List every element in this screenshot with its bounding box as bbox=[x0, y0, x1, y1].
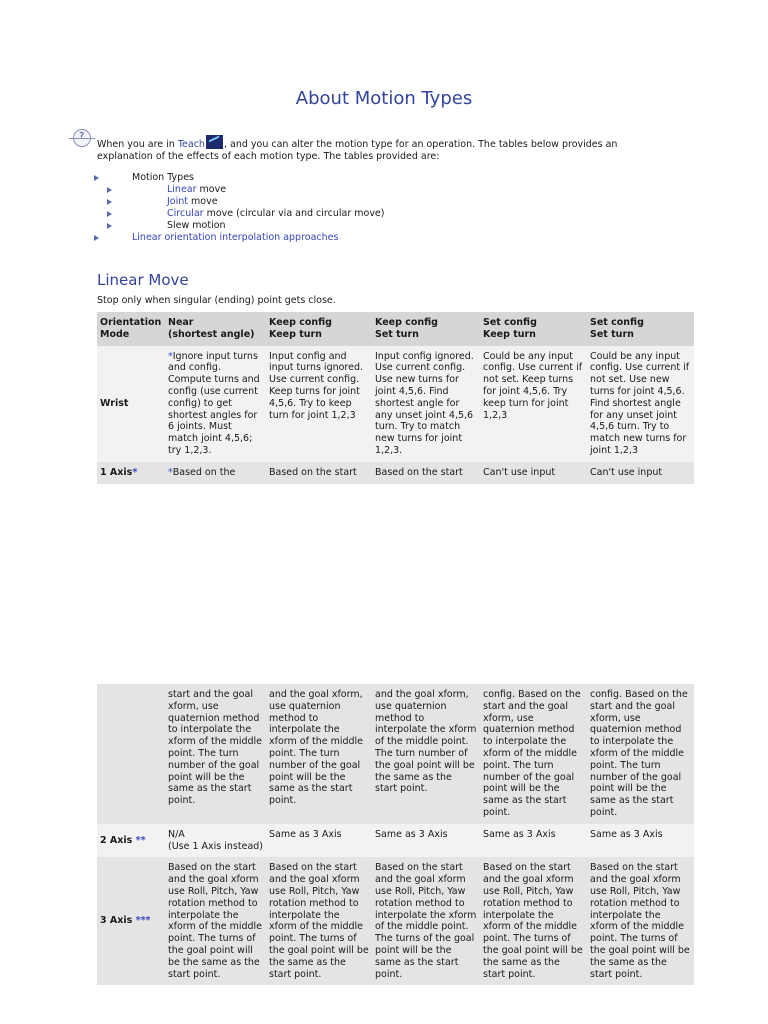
table-cell: Same as 3 Axis bbox=[483, 828, 556, 840]
table-cell: Same as 3 Axis bbox=[375, 828, 448, 840]
page-title: About Motion Types bbox=[295, 88, 473, 109]
toc-circular-rest: move (circular via and circular move) bbox=[203, 208, 385, 219]
intro-text-1: When you are in bbox=[97, 139, 178, 150]
header-cell: Keep config Set turn bbox=[375, 317, 438, 340]
bullet-icon bbox=[107, 211, 112, 217]
table-cell: Could be any input config. Use current if not set. Keep turns for joint 4,5,6. Try keep turn for joint 1,2,3 bbox=[483, 350, 583, 421]
header-cell: Set config Set turn bbox=[590, 317, 644, 340]
toc-item-motion-types bbox=[97, 172, 697, 184]
tip-icon bbox=[73, 129, 91, 147]
toc-link-linear-orientation[interactable]: Linear orientation interpolation approaches bbox=[132, 232, 339, 243]
table-cell: Can't use input bbox=[590, 466, 663, 478]
table-row-2-axis bbox=[97, 824, 694, 858]
table-row-1-axis bbox=[97, 462, 694, 484]
table-cell: config. Based on the start and the goal xform, use quaternion method to interpolate the xform of the middle point. The turn number of the goal point will be the same as the start point. bbox=[590, 689, 688, 818]
table-cell: start and the goal xform, use quaternion method to interpolate the xform of the middle point. The turn number of the goal point will be the same as the start point. bbox=[168, 689, 263, 807]
table-cell: Based on the start bbox=[375, 466, 463, 478]
footnote-link[interactable]: * bbox=[168, 466, 173, 478]
footnote-link[interactable]: * bbox=[132, 466, 138, 478]
bullet-icon bbox=[107, 223, 112, 229]
footnote-link[interactable]: *** bbox=[135, 915, 151, 927]
table-cell: and the goal xform, use quaternion method to interpolate the xform of the middle point. The turn number of the goal point will be the same as the start point. bbox=[269, 689, 364, 807]
toc-link-circular[interactable]: Circular bbox=[167, 208, 204, 219]
footnote-link[interactable]: * bbox=[168, 350, 173, 362]
header-cell: Keep config Keep turn bbox=[269, 317, 332, 340]
table-cell: Based on the start and the goal xform use Roll, Pitch, Yaw rotation method to interpolate the xform of the middle point. The turns of the goal point will be the same as the start point. bbox=[269, 862, 369, 980]
row-label-1-axis: 1 Axis* bbox=[100, 466, 138, 478]
toc-joint-rest: move bbox=[188, 196, 218, 207]
table-cell: Could be any input config. Use current if not set. Use new turns for joint 4,5,6. Find shortest angle for any unset joint 4,5,6 turn. Try to match new turns for joint 1,2,3 bbox=[590, 350, 690, 456]
table-cell: Can't use input bbox=[483, 466, 556, 478]
section-title: Linear Move bbox=[97, 271, 189, 289]
table-row-wrist bbox=[97, 346, 694, 462]
table-row-1-axis-cont bbox=[97, 684, 694, 824]
row-label-wrist: Wrist bbox=[100, 397, 129, 409]
toc-item-circular[interactable] bbox=[97, 208, 697, 220]
header-cell: Near (shortest angle) bbox=[168, 317, 255, 340]
teach-icon bbox=[206, 135, 223, 149]
toc-list bbox=[97, 172, 697, 244]
table-cell: Based on the start and the goal xform use Roll, Pitch, Yaw rotation method to interpolate the xform of the middle point. The turns of the goal point will be the same as the start point. bbox=[590, 862, 690, 980]
table-cell: Based on the start bbox=[269, 466, 357, 478]
section-subtitle: Stop only when singular (ending) point gets close. bbox=[97, 295, 336, 306]
row-label-3-axis: 3 Axis *** bbox=[100, 915, 151, 927]
toc-item-linear-orientation[interactable] bbox=[97, 232, 697, 244]
toc-link-joint[interactable]: Joint bbox=[167, 196, 188, 207]
bullet-icon bbox=[94, 235, 99, 241]
intro-teach-label: Teach bbox=[177, 139, 205, 150]
toc-linear-rest: move bbox=[196, 184, 227, 195]
toc-link-linear[interactable]: Linear bbox=[167, 184, 197, 195]
toc-item-slew bbox=[97, 220, 697, 232]
table-cell: Based on the start and the goal xform use Roll, Pitch, Yaw rotation method to interpolate the xform of the middle point. The turns of the goal point will be the same as the start point. bbox=[168, 862, 263, 980]
table-cell: Based on the start and the goal xform use Roll, Pitch, Yaw rotation method to interpolate the xform of the middle point. The turns of the goal point will be the same as the start point. bbox=[375, 862, 477, 980]
header-cell: Set config Keep turn bbox=[483, 317, 537, 340]
table-cell: Based on the start and the goal xform use Roll, Pitch, Yaw rotation method to interpolate the xform of the middle point. The turns of the goal point will be the same as the start point. bbox=[483, 862, 583, 980]
table-header-row bbox=[97, 312, 694, 346]
table-cell: config. Based on the start and the goal xform, use quaternion method to interpolate the xform of the middle point. The turn number of the goal point will be the same as the start point. bbox=[483, 689, 581, 818]
row-label-2-axis: 2 Axis ** bbox=[100, 834, 146, 846]
toc-item-joint[interactable] bbox=[97, 196, 697, 208]
intro-paragraph bbox=[97, 135, 657, 163]
bullet-icon bbox=[107, 187, 112, 193]
table-row-3-axis bbox=[97, 857, 694, 985]
table-cell: Same as 3 Axis bbox=[590, 828, 663, 840]
toc-motion-types: Motion Types bbox=[132, 172, 194, 183]
motion-table-top bbox=[97, 312, 694, 484]
toc-item-linear[interactable] bbox=[97, 184, 697, 196]
table-cell: Input config ignored. Use current config. Use new turns for joint 4,5,6. Find shortest angle for any unset joint 4,5,6 turn. Try to match new turns for joint 1,2,3. bbox=[375, 350, 474, 456]
footnote-link[interactable]: ** bbox=[135, 834, 146, 846]
table-cell bbox=[97, 684, 165, 824]
table-cell: *Based on the bbox=[168, 466, 236, 478]
motion-table-continued bbox=[97, 684, 694, 985]
header-cell: Orientation Mode bbox=[100, 317, 162, 340]
bullet-icon bbox=[107, 199, 112, 205]
toc-slew: Slew motion bbox=[167, 220, 226, 231]
table-cell: Same as 3 Axis bbox=[269, 828, 342, 840]
intro-text-2: , and you can alter the motion type for an operation. The tables below provides an explanation of the effects of each motion type. The tables provided are: bbox=[97, 139, 618, 162]
table-cell: *Ignore input turns and config. Compute turns and config (use current config) to get shortest angles for 6 joints. Must match joint 4,5,6; try 1,2,3. bbox=[168, 350, 260, 456]
table-cell: Input config and input turns ignored. Use current config. Keep turns for joint 4,5,6. Try to keep turn for joint 1,2,3 bbox=[269, 350, 364, 421]
table-cell: N/A (Use 1 Axis instead) bbox=[168, 828, 264, 852]
table-cell: and the goal xform, use quaternion method to interpolate the xform of the middle point. The turn number of the goal point will be the same as the start point. bbox=[375, 689, 477, 795]
bullet-icon bbox=[94, 175, 99, 181]
